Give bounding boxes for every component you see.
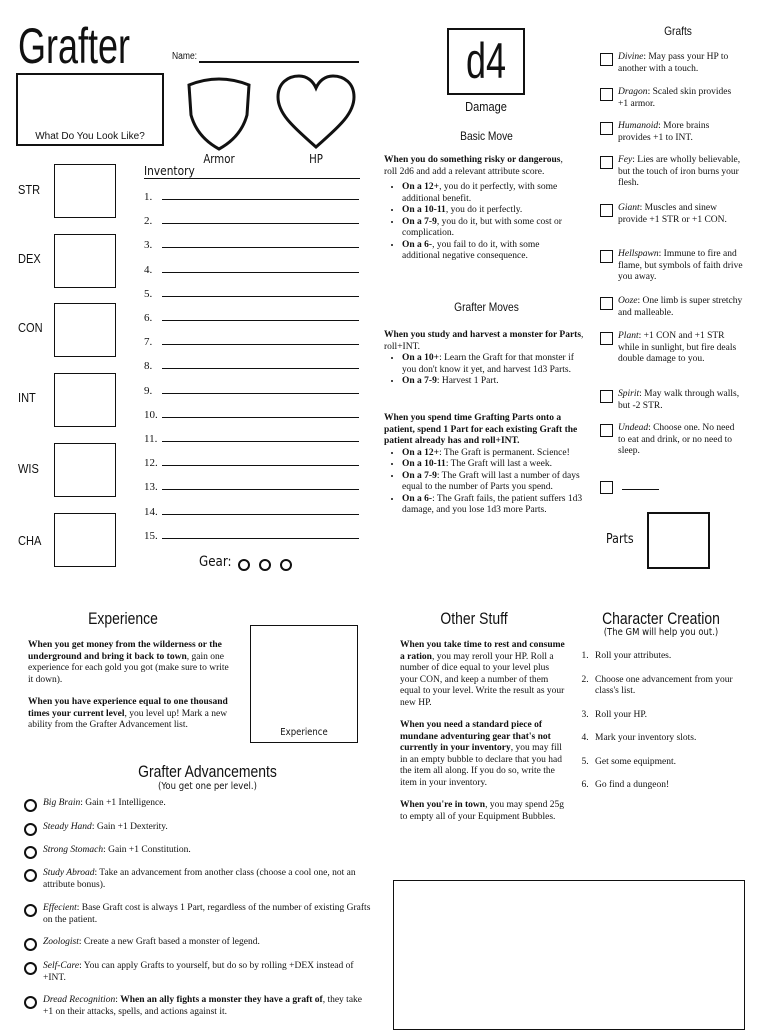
gear-label: Gear: [199, 554, 232, 570]
creation-step: 3. Roll your HP. [591, 710, 757, 722]
advancement-strong-stomach: Strong Stomach: Gain +1 Constitution. [43, 845, 191, 855]
creation-step: 6. Go find a dungeon! [591, 780, 757, 792]
graft-checkbox-ooze[interactable] [600, 297, 613, 310]
creation-step: 2. Choose one advancement from your class's list. [591, 675, 757, 698]
inventory-slot-field[interactable] [162, 538, 359, 539]
custom-graft-checkbox[interactable] [600, 481, 613, 494]
notes-box[interactable] [393, 880, 745, 1030]
damage-die: d4 [465, 33, 507, 89]
graft-checkbox-hellspawn[interactable] [600, 250, 613, 263]
inventory-title: Inventory [144, 163, 195, 178]
move-outcome: • On a 10-11: The Graft will last a week. [402, 459, 588, 471]
grafter-move-study: When you study and harvest a monster for Parts, roll+INT. • On a 10+: Learn the Graft for that monster if you don't know it yet, and harvest 1d3 Parts. • On a 7-9: Harvest 1 Part. [384, 330, 588, 388]
inventory-slot-number: 1. [144, 191, 153, 203]
portrait-caption: What Do You Look Like? [35, 131, 145, 142]
graft-checkbox-giant[interactable] [600, 204, 613, 217]
stat-label-int: INT [18, 390, 36, 405]
damage-label: Damage [465, 99, 507, 114]
move-outcome: • On a 7-9: Harvest 1 Part. [402, 376, 588, 388]
inventory-slot-number: 10. [144, 408, 158, 421]
inventory-slot-number: 14. [144, 505, 158, 518]
basic-move-text: When you do something risky or dangerous, roll 2d6 and add a relevant attribute score. • On a 12+, you do it perfectly, with some additional benefit. • On a 10-11, you do it perfectly. • On a 7-9, you do it, but with some cost or complication. • On a 6-, you fail to do it, with some additional negative consequence. [384, 155, 564, 263]
inventory-slot-number: 7. [144, 336, 153, 349]
creation-step: 5. Get some equipment. [591, 757, 757, 769]
advancements-subtitle: (You get one per level.) [158, 781, 257, 792]
advancement-study-abroad: Study Abroad: Take an advancement from another class (choose a cool one, not an attribute bonus). [43, 868, 356, 890]
graft-checkbox-humanoid[interactable] [600, 122, 613, 135]
other-stuff-title: Other Stuff [440, 609, 508, 628]
move-outcome: • On a 7-9, you do it, but with some cost or complication. [402, 217, 564, 240]
stat-label-dex: DEX [18, 251, 41, 266]
advancement-effecient: Effecient: Base Graft cost is always 1 Part, regardless of the number of existing Grafts on the patient. [43, 903, 371, 925]
inventory-slot-field[interactable] [162, 296, 359, 297]
graft-checkbox-undead[interactable] [600, 424, 613, 437]
inventory-slot-field[interactable] [162, 223, 359, 224]
advancements-title: Grafter Advancements [138, 762, 277, 781]
parts-label: Parts [606, 532, 634, 547]
experience-title: Experience [88, 609, 158, 628]
inventory-slot-field[interactable] [162, 489, 359, 490]
character-creation-steps [578, 651, 757, 804]
graft-checkbox-divine[interactable] [600, 53, 613, 66]
inventory-slot-number: 3. [144, 239, 153, 252]
graft-ooze: Ooze: One limb is super stretchy and malleable. [618, 296, 743, 318]
graft-giant: Giant: Muscles and sinew provide +1 STR or +1 CON. [618, 203, 727, 225]
inventory-slot-number: 15. [144, 529, 158, 542]
parts-box[interactable] [647, 512, 710, 569]
inventory-slot-field[interactable] [162, 417, 359, 418]
inventory-slot-number: 8. [144, 360, 153, 373]
name-field[interactable] [199, 61, 359, 63]
graft-checkbox-dragon[interactable] [600, 88, 613, 101]
move-outcome: • On a 7-9: The Graft will last a number of days equal to the number of Parts you spend. [402, 471, 588, 494]
stat-box-wis[interactable] [54, 443, 116, 497]
character-creation-subtitle: (The GM will help you out.) [603, 627, 719, 638]
graft-humanoid: Humanoid: More brains provides +1 to INT. [618, 121, 710, 143]
inventory-slot-field[interactable] [162, 344, 359, 345]
stat-box-dex[interactable] [54, 234, 116, 288]
creation-step: 1. Roll your attributes. [591, 651, 757, 663]
experience-box[interactable] [250, 625, 358, 743]
inventory-slot-field[interactable] [162, 247, 359, 248]
graft-checkbox-plant[interactable] [600, 332, 613, 345]
advancement-bubble[interactable] [24, 996, 37, 1009]
advancement-self-care: Self-Care: You can apply Grafts to yourself, but do so by rolling +DEX instead of +INT. [43, 961, 354, 983]
move-outcome: • On a 10-11, you do it perfectly. [402, 205, 564, 217]
graft-plant: Plant: +1 CON and +1 STR while in sunlight, but fire deals double damage to you. [618, 331, 737, 364]
inventory-slot-field[interactable] [162, 320, 359, 321]
graft-fey: Fey: Lies are wholly believable, but the touch of iron burns your flesh. [618, 155, 741, 188]
move-outcome: • On a 12+: The Graft is permanent. Science! [402, 448, 588, 460]
move-outcome: • On a 6-: The Graft fails, the patient suffers 1d3 damage, and you lose 1d3 more Parts. [402, 494, 588, 517]
other-stuff-rules: When you take time to rest and consume a ration, you may reroll your HP. Roll a number of dice equal to your level plus your CON, and keep a number of them equal to your level. Write the result as your new HP. When you need a standard piece of mundane adventuring gear that's not currently in your inventory, you may fill in an empty bubble to declare that you had the item all along. If you do so, write the item in your inventory. When you're in town, you may spend 25g to empty all of your Equipment Bubbles. [400, 640, 565, 822]
move-outcome: • On a 6-, you fail to do it, with some additional negative consequence. [402, 240, 564, 263]
inventory-slot-number: 12. [144, 457, 158, 470]
inventory-slot-field[interactable] [162, 199, 359, 200]
graft-checkbox-fey[interactable] [600, 156, 613, 169]
stat-box-str[interactable] [54, 164, 116, 218]
advancement-big-brain: Big Brain: Gain +1 Intelligence. [43, 798, 166, 808]
inventory-slot-number: 6. [144, 312, 153, 324]
basic-move-title: Basic Move [460, 129, 513, 143]
inventory-slot-field[interactable] [162, 465, 359, 466]
experience-rules: When you get money from the wilderness or the underground and bring it back to town, gain one experience for each gold you got (make sure to write it down). When you have experience equal to one thousand times your current level, you level up! Mark a new ability from the Grafter Advancement list. [28, 640, 229, 730]
inventory-slot-field[interactable] [162, 368, 359, 369]
advancement-bubble[interactable] [24, 799, 37, 812]
graft-checkbox-spirit[interactable] [600, 390, 613, 403]
inventory-slot-number: 5. [144, 287, 153, 300]
advancement-zoologist: Zoologist: Create a new Graft based a monster of legend. [43, 937, 260, 947]
character-creation-title: Character Creation [602, 609, 720, 628]
hp-heart-icon[interactable] [274, 73, 358, 151]
custom-graft-field[interactable] [622, 489, 659, 490]
advancement-bubble[interactable] [24, 823, 37, 836]
inventory-slot-number: 4. [144, 263, 153, 276]
advancement-bubble[interactable] [24, 904, 37, 917]
grafts-title: Grafts [664, 24, 692, 38]
inventory-slot-number: 11. [144, 433, 158, 445]
graft-hellspawn: Hellspawn: Immune to fire and flame, but symbols of faith drive you away. [618, 249, 743, 282]
grafter-move-grafting: When you spend time Grafting Parts onto a patient, spend 1 Part for each existing Graft the patient already has and roll+INT. • On a 12+: The Graft is permanent. Science! • On a 10-11: The Graft will last a week. • On a 7-9: The Graft will last a number of days equal to the number of Parts you spend. • On a 6-: The Graft fails, the patient suffers 1d3 damage, and you lose 1d3 more Parts. [384, 413, 588, 517]
grafter-moves-title: Grafter Moves [454, 300, 519, 314]
stat-label-cha: CHA [18, 533, 42, 548]
inventory-slot-field[interactable] [162, 393, 359, 394]
advancement-steady-hand: Steady Hand: Gain +1 Dexterity. [43, 822, 168, 832]
move-outcome: • On a 12+, you do it perfectly, with some additional benefit. [402, 182, 564, 205]
advancement-bubble[interactable] [24, 869, 37, 882]
graft-spirit: Spirit: May walk through walls, but -2 STR. [618, 389, 740, 411]
advancement-bubble[interactable] [24, 938, 37, 951]
hp-label: HP [309, 152, 323, 166]
inventory-slot-number: 2. [144, 215, 153, 228]
graft-undead: Undead: Choose one. No need to eat and drink, or no need to sleep. [618, 423, 735, 456]
inventory-slot-field[interactable] [162, 514, 359, 515]
armor-label: Armor [203, 152, 235, 166]
gear-bubble[interactable] [280, 559, 292, 571]
move-outcome: • On a 10+: Learn the Graft for that monster if you don't know it yet, and harvest 1d3 Parts. [402, 353, 588, 376]
graft-dragon: Dragon: Scaled skin provides +1 armor. [618, 87, 732, 109]
graft-divine: Divine: May pass your HP to another with a touch. [618, 52, 729, 74]
stat-box-con[interactable] [54, 303, 116, 357]
stat-label-str: STR [18, 182, 41, 197]
experience-box-caption: Experience [280, 727, 328, 738]
stat-label-wis: WIS [18, 461, 39, 476]
stat-box-int[interactable] [54, 373, 116, 427]
inventory-divider [144, 178, 360, 179]
inventory-slot-field[interactable] [162, 272, 359, 273]
armor-shield-icon[interactable] [185, 75, 253, 153]
advancement-dread-recognition: Dread Recognition: When an ally fights a monster they have a graft of, they take +1 on their attacks, spells, and actions against it. [43, 995, 363, 1017]
inventory-slot-number: 13. [144, 481, 158, 494]
inventory-slot-number: 9. [144, 384, 153, 397]
advancement-bubble[interactable] [24, 846, 37, 859]
gear-bubble[interactable] [238, 559, 250, 571]
stat-label-con: CON [18, 320, 43, 335]
gear-bubble[interactable] [259, 559, 271, 571]
stat-box-cha[interactable] [54, 513, 116, 567]
inventory-slot-field[interactable] [162, 441, 359, 442]
name-label: Name: [172, 51, 198, 62]
class-title: Grafter [18, 18, 131, 74]
advancement-bubble[interactable] [24, 962, 37, 975]
creation-step: 4. Mark your inventory slots. [591, 733, 757, 745]
